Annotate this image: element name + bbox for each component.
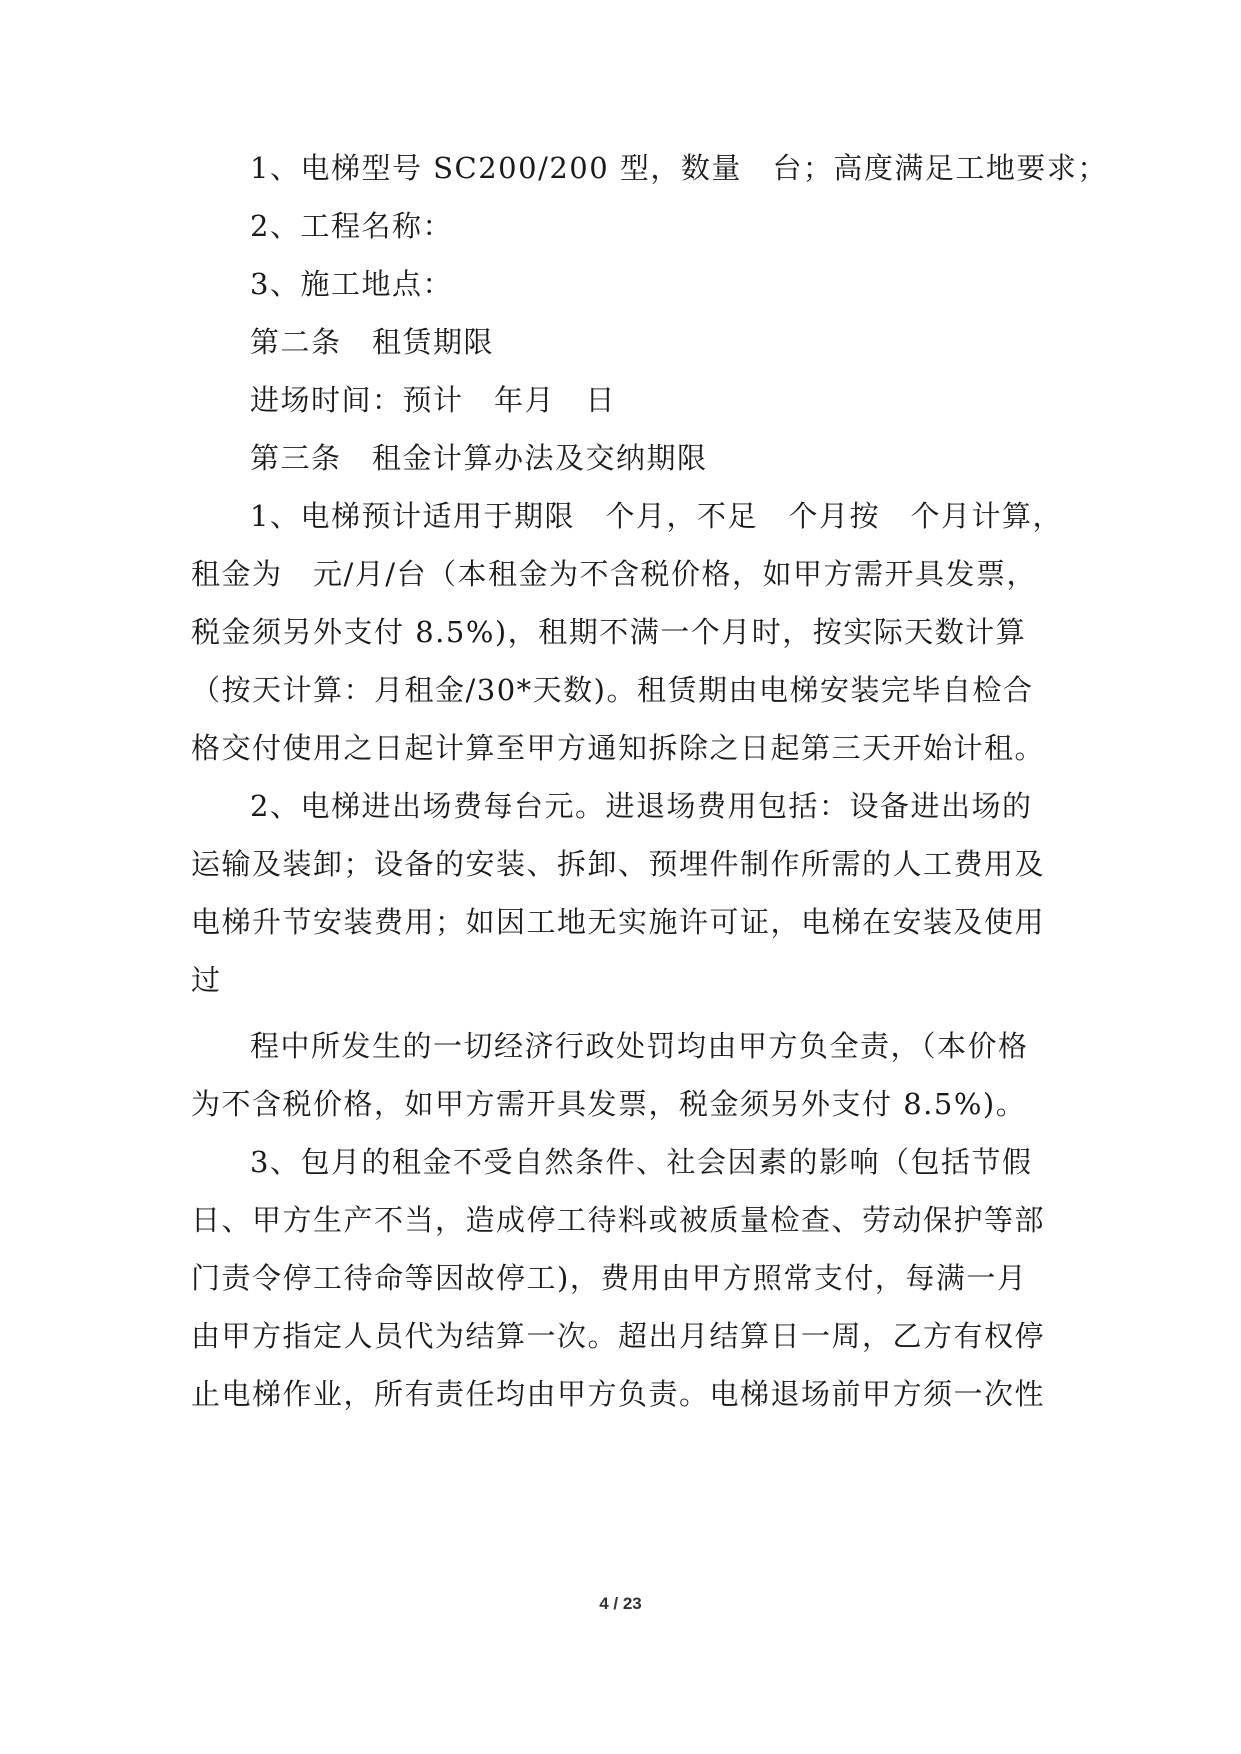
paragraph-3-3-line-5: 止电梯作业，所有责任均由甲方负责。电梯退场前甲方须一次性 — [191, 1377, 1046, 1411]
entry-time-line: 进场时间：预计 年月 日 — [250, 383, 617, 417]
article-3-heading: 第三条 租金计算办法及交纳期限 — [250, 441, 708, 475]
paragraph-3-1-line-1: 1、电梯预计适用于期限 个月，不足 个月按 个月计算， — [250, 499, 1063, 533]
paragraph-3-2-line-4: 过 — [191, 963, 222, 997]
paragraph-3-3-line-3: 门责令停工待命等因故停工)，费用由甲方照常支付，每满一月 — [191, 1261, 1028, 1295]
paragraph-3-2-line-3: 电梯升节安装费用；如因工地无实施许可证，电梯在安装及使用 — [191, 905, 1046, 939]
paragraph-3-2-line-1: 2、电梯进出场费每台元。进退场费用包括：设备进出场的 — [250, 789, 1033, 823]
clause-1-3-construction-site: 3、施工地点： — [250, 267, 453, 301]
paragraph-3-2-continued-line-2: 为不含税价格，如甲方需开具发票，税金须另外支付 8.5%)。 — [191, 1087, 1027, 1121]
paragraph-3-1-line-4: （按天计算：月租金/30*天数)。租赁期由电梯安装完毕自检合 — [191, 673, 1034, 707]
page-number: 4 / 23 — [599, 1594, 642, 1613]
clause-1-1-elevator-model: 1、电梯型号 SC200/200 型，数量 台；高度满足工地要求； — [250, 151, 1108, 185]
paragraph-3-1-line-2: 租金为 元/月/台（本租金为不含税价格，如甲方需开具发票， — [191, 557, 1038, 591]
paragraph-3-2-line-2: 运输及装卸；设备的安装、拆卸、预埋件制作所需的人工费用及 — [191, 847, 1046, 881]
paragraph-3-2-continued-line-1: 程中所发生的一切经济行政处罚均由甲方负全责，（本价格 — [250, 1029, 1029, 1063]
paragraph-3-3-line-4: 由甲方指定人员代为结算一次。超出月结算日一周，乙方有权停 — [191, 1319, 1046, 1353]
clause-1-2-project-name: 2、工程名称： — [250, 209, 453, 243]
paragraph-3-3-line-1: 3、包月的租金不受自然条件、社会因素的影响（包括节假 — [250, 1145, 1033, 1179]
article-2-heading: 第二条 租赁期限 — [250, 325, 495, 359]
paragraph-3-1-line-3: 税金须另外支付 8.5%)，租期不满一个月时，按实际天数计算 — [191, 615, 1027, 649]
paragraph-3-3-line-2: 日、甲方生产不当，造成停工待料或被质量检查、劳动保护等部 — [191, 1203, 1046, 1237]
paragraph-3-1-line-5: 格交付使用之日起计算至甲方通知拆除之日起第三天开始计租。 — [191, 731, 1046, 765]
